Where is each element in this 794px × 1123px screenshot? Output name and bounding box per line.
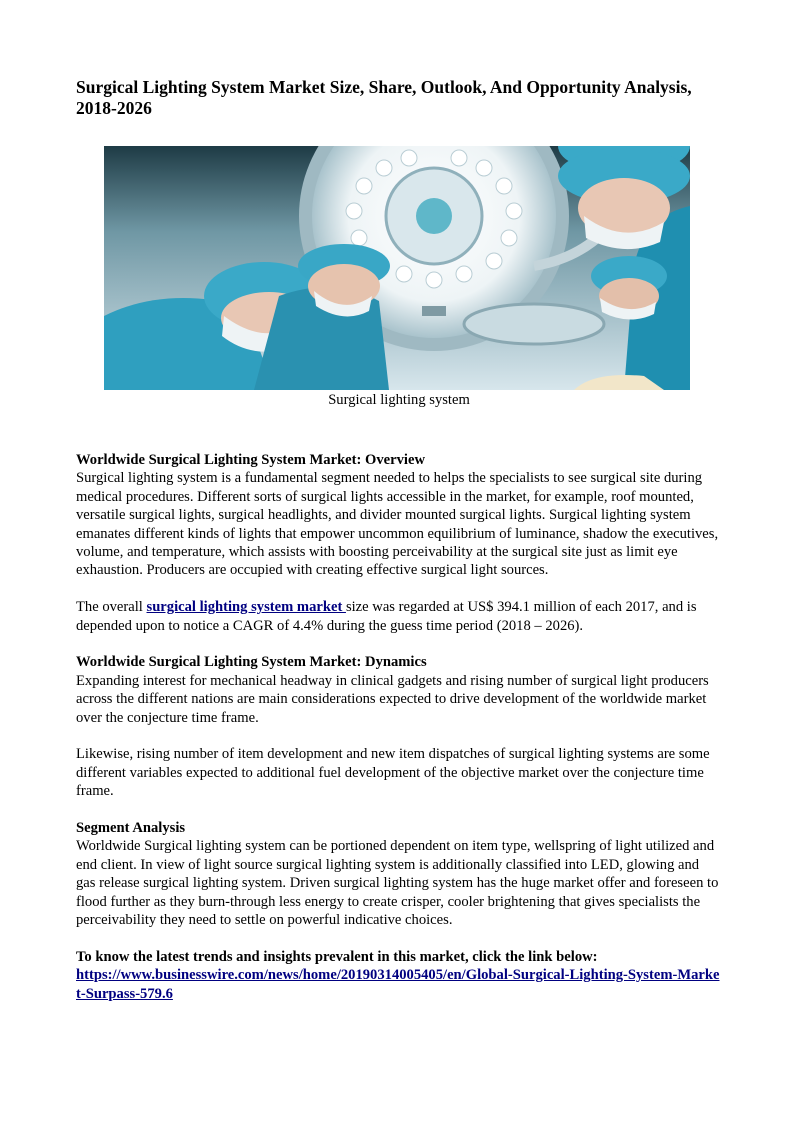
dynamics-heading: Worldwide Surgical Lighting System Market: Dynamics — [76, 654, 427, 671]
segment-section — [76, 819, 722, 929]
market-size-paragraph — [76, 598, 722, 635]
figure-caption: Surgical lighting system — [328, 392, 470, 408]
market-size-suffix: size was regarded at US$ 394.1 million of each 2017, and is depended upon to notice a CAGR of 4.4% during the guess time period (2018 – 2026). — [76, 599, 697, 634]
dynamics-section — [76, 653, 722, 727]
cta-text: To know the latest trends and insights prevalent in this market, click the link below: — [76, 948, 598, 965]
overview-heading: Worldwide Surgical Lighting System Market: Overview — [76, 452, 426, 468]
surgical-lighting-photo — [104, 146, 690, 390]
cta-section — [76, 948, 722, 1003]
dynamics-paragraph-2 — [76, 745, 722, 800]
businesswire-link[interactable]: https://www.businesswire.com/news/home/20190314005405/en/Global-Surgical-Lighting-System-Market-Surpass-579.6 — [76, 967, 720, 1002]
market-size-prefix: The overall — [76, 599, 147, 616]
overview-text: Surgical lighting system is a fundamental segment needed to helps the specialists to see surgical site during medical procedures. Different sorts of surgical lights accessible in the market, for example, roof mounted, versatile surgical lights, surgical headlights, and divider mounted surgical lights. Surgical lighting system emanates different kinds of lights that empower uncommon equilibrium of luminance, shadow the executives, volume, and temperature, which assists with boosting perceivability at the surgical site just as limit eye exhaustion. Producers are occupied with creating effective surgical light sources. — [76, 470, 719, 579]
overview-section — [76, 451, 722, 580]
dynamics-text-1: Expanding interest for mechanical headway in clinical gadgets and rising number of surgical light producers across the different nations are main considerations expected to drive development of the worldwide market over the conjecture time frame. — [76, 672, 709, 726]
document-title: Surgical Lighting System Market Size, Share, Outlook, And Opportunity Analysis, 2018-2026 — [76, 77, 692, 118]
dynamics-text-2: Likewise, rising number of item development and new item dispatches of surgical lighting systems are some different variables expected to additional fuel development of the objective market over the conjecture time frame. — [76, 746, 710, 800]
market-report-link[interactable]: surgical lighting system market — [146, 599, 346, 616]
segment-heading: Segment Analysis — [76, 820, 186, 837]
surgery-illustration — [104, 146, 690, 390]
segment-text: Worldwide Surgical lighting system can be portioned dependent on item type, wellspring of light utilized and end client. In view of light source surgical lighting system is additionally classified into LED, glowing and gas release surgical lighting system. Driven surgical lighting system has the huge market offer and foreseen to flood further as they burn-through less energy to create crisper, cooler brightening that gives specialists the perceivability they need to settle on powerful indicative choices. — [76, 838, 719, 929]
document-body — [76, 451, 722, 1022]
